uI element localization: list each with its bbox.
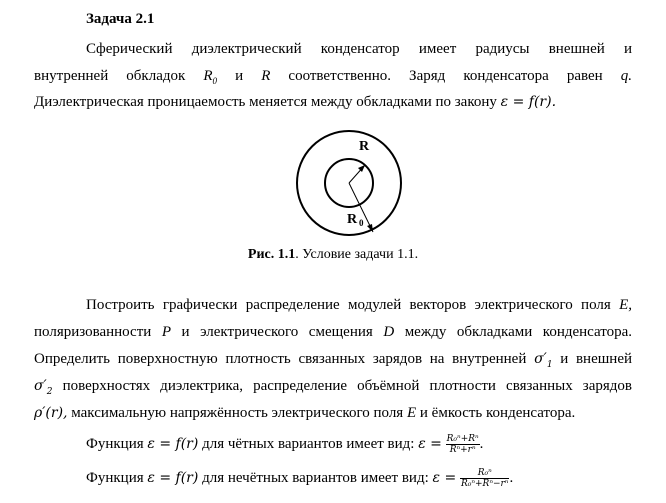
fraction-denominator: R₀ⁿ+Rⁿ−rⁿ [460,479,509,489]
label-r0-sub: 0 [359,218,364,228]
fraction-numerator: R₀ⁿ [460,468,510,479]
label-r0-inner: R [347,212,358,227]
symbol-r0-letter: R [203,68,213,84]
para2-line4 [34,377,632,395]
symbol-p: P [161,324,171,340]
fraction-odd [460,468,510,489]
para2-line3 [34,350,632,368]
para1-text: и [235,68,244,84]
func-even-line [86,434,632,455]
para2-line5 [34,404,632,422]
para2-line1 [86,296,632,314]
para1-text: внутренней обкладок [34,68,186,84]
capacitor-figure [289,130,441,238]
para2-text: поляризованности [34,324,152,340]
para1-text: соответственно. Заряд конденсатора равен [288,68,603,84]
symbol-d: D [383,324,395,340]
sigma2-sub: 2 [46,386,53,397]
symbol-q: q. [620,68,633,84]
func-odd-line [86,468,632,489]
figure-caption [0,247,666,263]
caption-fig-label: Рис. 1.1 [247,247,296,262]
func-text: для нечётных вариантов имеет вид: [202,469,429,486]
para2-text: Определить поверхностную плотность связанных зарядов на внутренней [34,351,527,367]
para2-text: максимальную напряжённость электрического поля [71,405,404,421]
period: . [509,469,514,486]
formula-lhs: ε = [432,469,457,486]
fraction-denominator: Rⁿ+rⁿ [449,445,476,455]
para2-text: и ёмкость конденсатора. [419,405,576,421]
func-text: Функция [86,469,144,486]
para2-text: Построить графически распределение модулей векторов электрического поля [86,297,611,313]
sigma1-letter: σ′ [534,351,547,367]
func-text: Функция [86,435,144,452]
symbol-e: E, [619,297,632,313]
para2-text: и электрического смещения [181,324,373,340]
fraction-even [446,434,480,455]
symbol-sigma2 [34,378,53,397]
func-text: для чётных вариантов имеет вид: [202,435,415,452]
para2-text: между обкладками конденсатора. [404,324,633,340]
formula-eps-f-r: ε = f(r) [147,469,199,486]
formula-eps-f-r: ε = f(r) [147,435,199,452]
period: . [479,435,484,452]
fraction-numerator: R₀ⁿ+Rⁿ [446,434,479,444]
sigma1-sub: 1 [546,359,553,370]
symbol-rho: ρ′(r), [34,405,68,421]
para2-text: поверхностях диэлектрика, распределение объёмной плотности связанных зарядов [62,378,633,394]
problem-heading: Задача 2.1 [86,11,155,27]
symbol-r: R [261,68,271,84]
sigma2-letter: σ′ [34,378,47,394]
symbol-sigma1 [534,351,553,370]
formula-eps-f-r: ε = f(r). [500,94,557,110]
formula-lhs: ε = [418,435,442,452]
symbol-r0 [203,68,217,84]
symbol-r0-sub: 0 [212,76,218,86]
para1-line3 [34,93,632,111]
para1-line2 [34,67,632,85]
label-r-outer: R [359,139,370,154]
para2-text: и внешней [560,351,633,367]
caption-text: . Условие задачи 1.1. [295,247,419,262]
para1-text: Диэлектрическая проницаемость меняется между обкладками по закону [34,94,497,110]
para1-line1: Сферический диэлектрический конденсатор имеет радиусы внешней и [86,41,632,57]
symbol-e-max: E [406,405,417,421]
para2-line2 [34,323,632,341]
